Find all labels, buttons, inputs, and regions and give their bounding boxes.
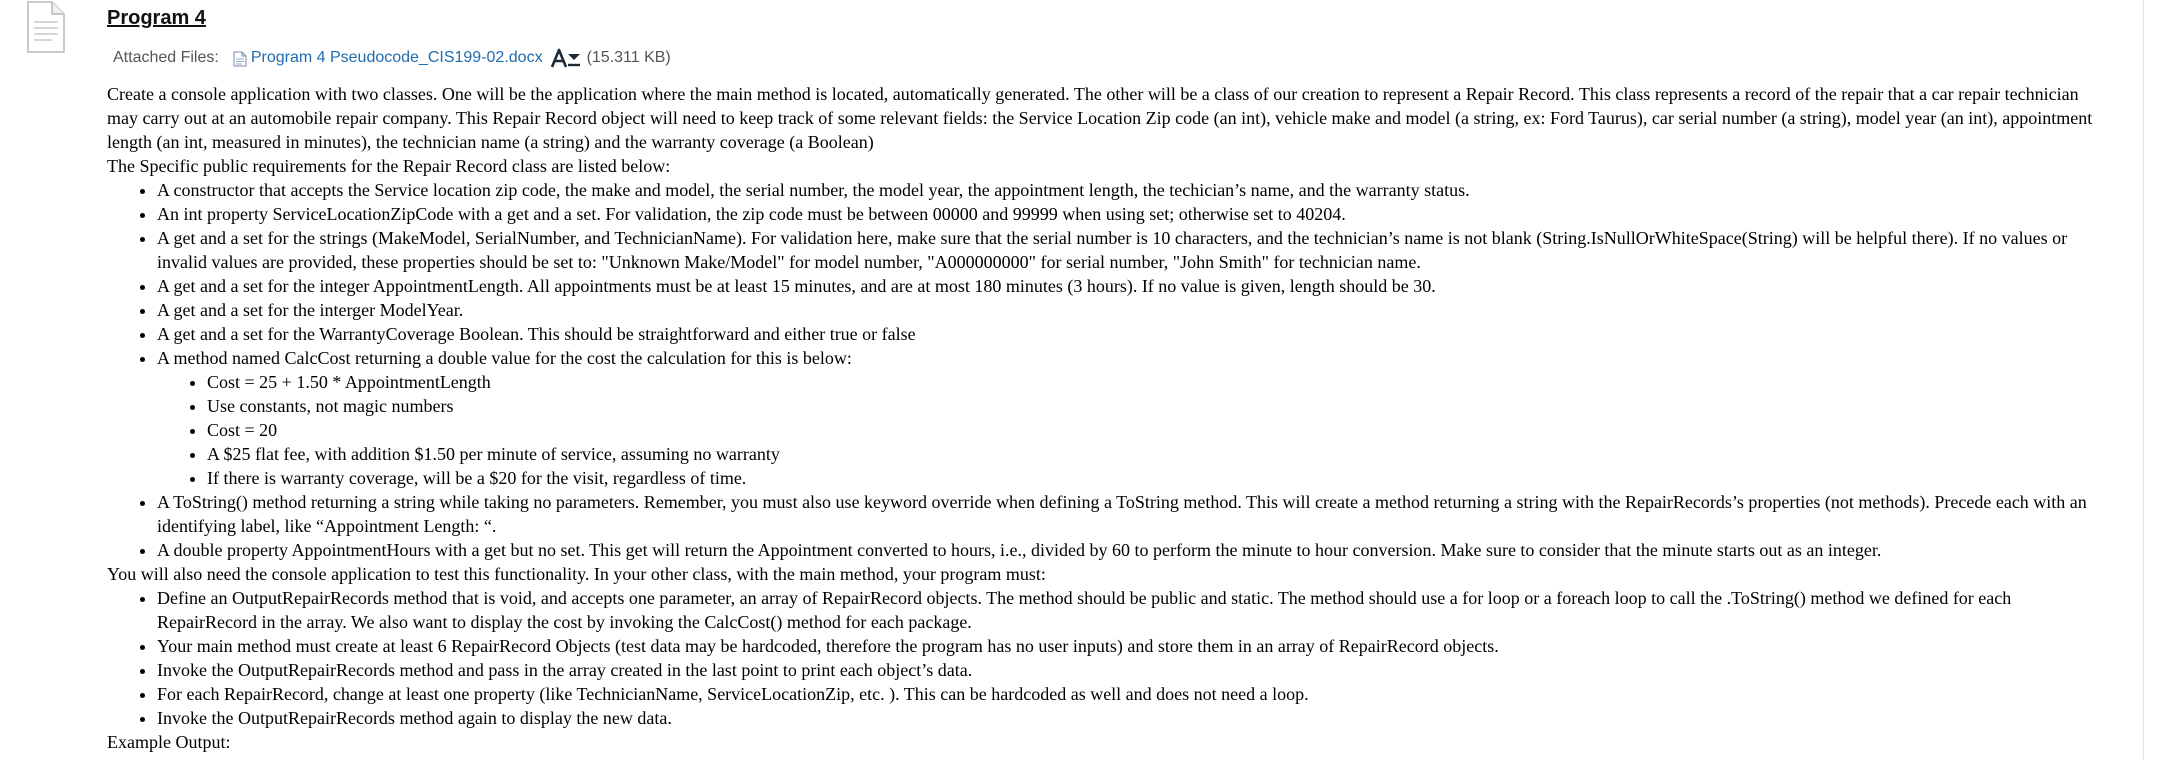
- list-item: • A get and a set for the WarrantyCoverage Boolean. This should be straightforward and either true or false: [157, 322, 2107, 346]
- list-item: • A double property AppointmentHours with a get but no set. This get will return the Appointment converted to hours, i.e., divided by 60 to perform the minute to hour conversion. Make sure to consider that the minute starts out as an integer.: [157, 538, 2107, 562]
- item-title[interactable]: Program 4: [107, 7, 206, 29]
- list-item: • A get and a set for the interger ModelYear.: [157, 298, 2107, 322]
- file-icon: [233, 51, 247, 67]
- requirements-heading: The Specific public requirements for the Repair Record class are listed below:: [107, 156, 671, 176]
- attached-files-label: Attached Files:: [113, 49, 219, 66]
- vertical-scrollbar[interactable]: [2143, 0, 2166, 760]
- console-heading: You will also need the console application to test this functionality. In your other class, with the main method, your program must:: [107, 564, 1046, 584]
- console-requirements-list: [107, 586, 2107, 730]
- example-output-heading: Example Output:: [107, 732, 231, 752]
- list-item: • For each RepairRecord, change at least one property (like TechnicianName, ServiceLocationZip, etc. ). This can be hardcoded as well and does not need a loop.: [157, 682, 2107, 706]
- list-item: • Your main method must create at least 6 RepairRecord Objects (test data may be hardcoded, therefore the program has no user inputs) and store them in an array of RepairRecord objects.: [157, 634, 2107, 658]
- list-item: • A $25 flat fee, with addition $1.50 per minute of service, assuming no warranty: [207, 442, 2107, 466]
- list-item: • Cost = 25 + 1.50 * AppointmentLength: [207, 370, 2107, 394]
- list-item: • Cost = 20: [207, 418, 2107, 442]
- text-size-icon[interactable]: [551, 47, 581, 69]
- list-item-text: A method named CalcCost returning a double value for the cost the calculation for this is below:: [157, 348, 852, 368]
- list-item-calccost: [157, 346, 2107, 490]
- list-item: • A get and a set for the strings (MakeModel, SerialNumber, and TechnicianName). For validation here, make sure that the serial number is 10 characters, and the technician’s name is not blank (String.IsNullOrWhiteSpace(String) will be helpful there). If no values or invalid values are provided, these properties should be set to: "Unknown Make/Model" for model number, "A000000000" for serial number, "John Smith" for technician name.: [157, 226, 2107, 274]
- list-item: • A ToString() method returning a string while taking no parameters. Remember, you must also use keyword override when defining a ToString method. This will create a method returning a string with the RepairRecords’s properties (not methods). Precede each with an identifying label, like “Appointment Length: “.: [157, 490, 2107, 538]
- attached-files: [113, 46, 2107, 70]
- attachment-link[interactable]: Program 4 Pseudocode_CIS199-02.docx: [250, 49, 543, 66]
- list-item: • A get and a set for the integer AppointmentLength. All appointments must be at least 15 minutes, and are at most 180 minutes (3 hours). If no value is given, length should be 30.: [157, 274, 2107, 298]
- content-item: [107, 0, 2107, 754]
- list-item: • Define an OutputRepairRecords method that is void, and accepts one parameter, an array of RepairRecord objects. The method should be public and static. The method should use a for loop or a foreach loop to call the .ToString() method we defined for each RepairRecord in the array. We also want to display the cost by invoking the CalcCost() method for each package.: [157, 586, 2107, 634]
- calc-cost-list: [157, 370, 2107, 490]
- requirements-list: [107, 178, 2107, 562]
- list-item: • Invoke the OutputRepairRecords method again to display the new data.: [157, 706, 2107, 730]
- list-item: • An int property ServiceLocationZipCode with a get and a set. For validation, the zip code must be between 00000 and 99999 when using set; otherwise set to 40204.: [157, 202, 2107, 226]
- list-item: • A constructor that accepts the Service location zip code, the make and model, the serial number, the model year, the appointment length, the techician’s name, and the warranty status.: [157, 178, 2107, 202]
- list-item: • Invoke the OutputRepairRecords method and pass in the array created in the last point to print each object’s data.: [157, 658, 2107, 682]
- list-item: • If there is warranty coverage, will be a $20 for the visit, regardless of time.: [207, 466, 2107, 490]
- intro-paragraph: Create a console application with two classes. One will be the application where the main method is located, automatically generated. The other will be a class of our creation to represent a Repair Record. This class represents a record of the repair that a car repair technician may carry out at an automobile repair company. This Repair Record object will need to keep track of some relevant fields: the Service Location Zip code (an int), vehicle make and model (a string, ex: Ford Taurus), car serial number (a string), model year (an int), appointment length (an int, measured in minutes), the technician name (a string) and the warranty coverage (a Boolean): [107, 84, 2093, 152]
- assignment-description: [107, 82, 2107, 754]
- file-size: (15.311 KB): [586, 49, 671, 66]
- list-item: • Use constants, not magic numbers: [207, 394, 2107, 418]
- document-icon: [26, 0, 66, 54]
